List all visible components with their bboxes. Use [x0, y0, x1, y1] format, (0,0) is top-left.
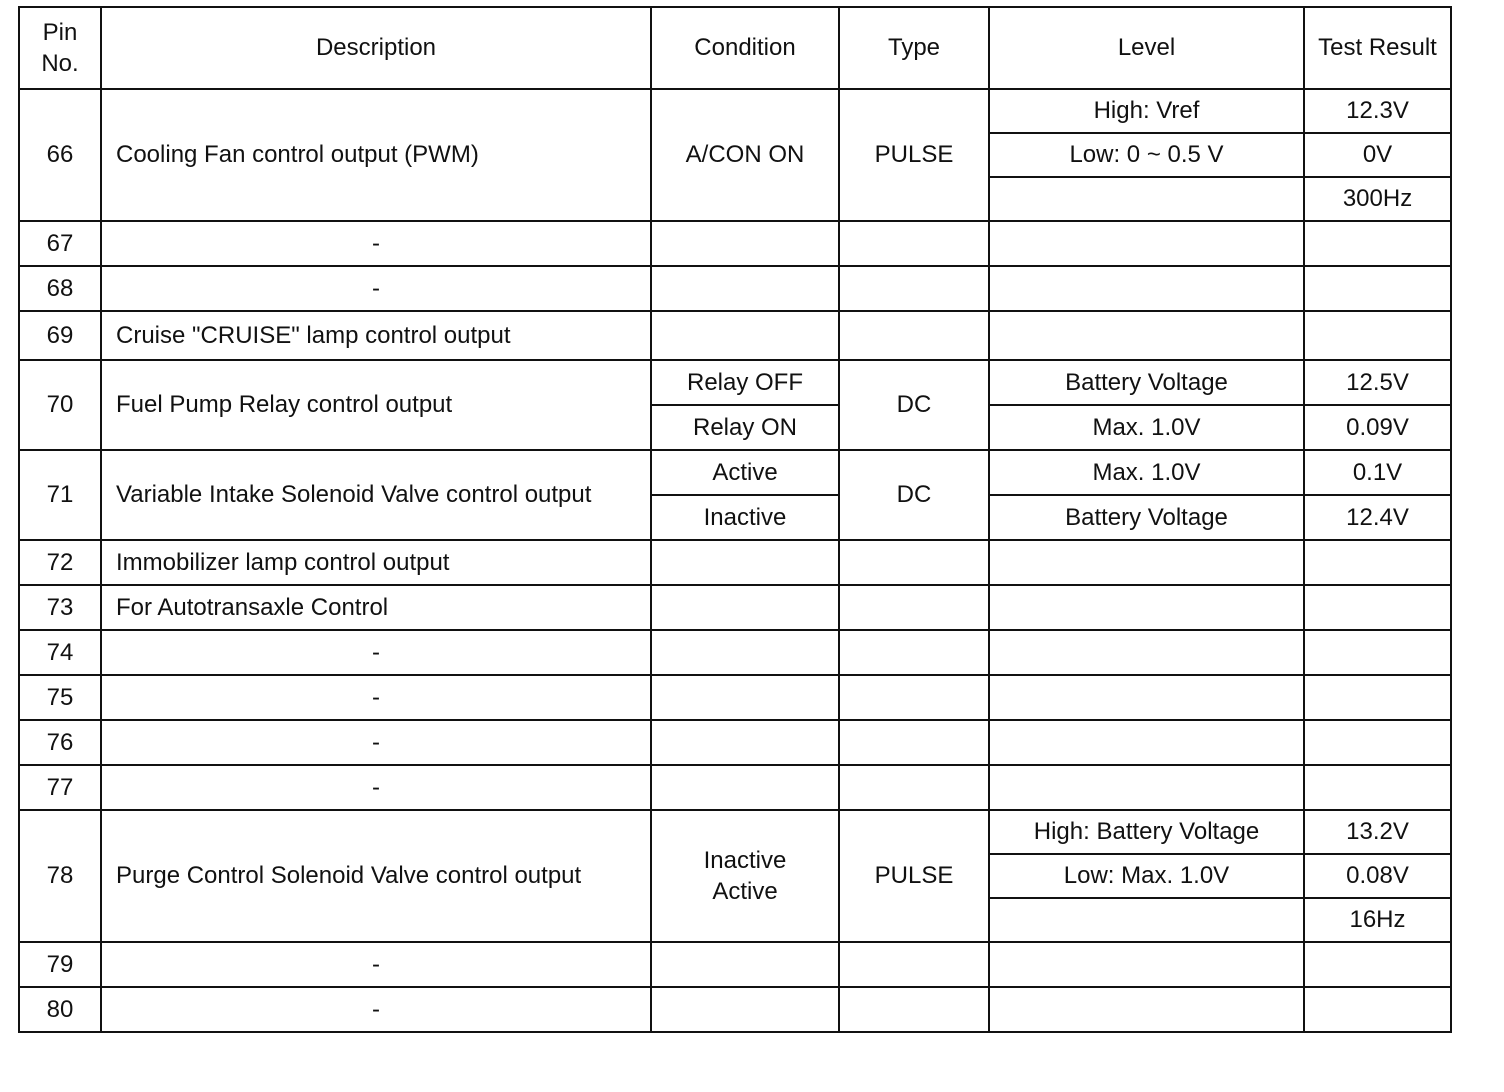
table-row: [19, 765, 1451, 810]
type-cell: [839, 720, 989, 765]
condition-line: Active: [712, 878, 778, 905]
condition-cell: [651, 942, 839, 987]
condition-cell: [651, 585, 839, 630]
condition-cell: [651, 540, 839, 585]
type-cell: [839, 675, 989, 720]
pin-cell: 77: [19, 765, 101, 810]
description-cell: -: [101, 720, 651, 765]
condition-cell: Relay ON: [651, 405, 839, 450]
table-row: [19, 360, 1451, 405]
pin-cell: 73: [19, 585, 101, 630]
result-cell: 0.09V: [1304, 405, 1451, 450]
pin-cell: 67: [19, 221, 101, 266]
result-cell: 0V: [1304, 133, 1451, 177]
result-cell: 12.5V: [1304, 360, 1451, 405]
table-row: [19, 221, 1451, 266]
result-cell: [1304, 765, 1451, 810]
pin-test-table: [18, 6, 1452, 1033]
level-cell: [989, 898, 1304, 942]
result-cell: [1304, 266, 1451, 311]
type-cell: [839, 630, 989, 675]
table-row: [19, 987, 1451, 1032]
type-cell: [839, 311, 989, 360]
description-cell: Variable Intake Solenoid Valve control output: [101, 450, 651, 540]
level-cell: Battery Voltage: [989, 495, 1304, 540]
condition-cell: [651, 720, 839, 765]
level-cell: [989, 177, 1304, 221]
level-cell: [989, 540, 1304, 585]
header-level: Level: [989, 7, 1304, 89]
condition-cell: [651, 810, 839, 942]
header-row: [19, 7, 1451, 89]
level-cell: [989, 630, 1304, 675]
pin-cell: 72: [19, 540, 101, 585]
description-cell: -: [101, 675, 651, 720]
table-row: [19, 266, 1451, 311]
level-cell: Max. 1.0V: [989, 450, 1304, 495]
result-cell: 12.3V: [1304, 89, 1451, 133]
type-cell: PULSE: [839, 89, 989, 221]
description-cell: -: [101, 765, 651, 810]
table-row: [19, 540, 1451, 585]
result-cell: [1304, 942, 1451, 987]
condition-cell: [651, 266, 839, 311]
pin-cell: 71: [19, 450, 101, 540]
level-cell: [989, 266, 1304, 311]
condition-cell: Active: [651, 450, 839, 495]
table-row: [19, 89, 1451, 133]
result-cell: 0.08V: [1304, 854, 1451, 898]
result-cell: [1304, 311, 1451, 360]
table-row: [19, 585, 1451, 630]
pin-cell: 68: [19, 266, 101, 311]
header-type: Type: [839, 7, 989, 89]
condition-cell: [651, 630, 839, 675]
result-cell: [1304, 630, 1451, 675]
type-cell: [839, 266, 989, 311]
description-cell: -: [101, 987, 651, 1032]
pin-table-container: [18, 6, 1450, 1033]
pin-cell: 70: [19, 360, 101, 450]
condition-cell: [651, 987, 839, 1032]
condition-cell: A/CON ON: [651, 89, 839, 221]
pin-cell: 66: [19, 89, 101, 221]
result-cell: 12.4V: [1304, 495, 1451, 540]
description-cell: Cruise "CRUISE" lamp control output: [101, 311, 651, 360]
table-row: [19, 311, 1451, 360]
level-cell: [989, 675, 1304, 720]
condition-cell: [651, 311, 839, 360]
type-cell: [839, 942, 989, 987]
type-cell: [839, 221, 989, 266]
condition-cell: Inactive: [651, 495, 839, 540]
result-cell: 0.1V: [1304, 450, 1451, 495]
result-cell: 300Hz: [1304, 177, 1451, 221]
level-cell: [989, 942, 1304, 987]
table-row: [19, 675, 1451, 720]
result-cell: 16Hz: [1304, 898, 1451, 942]
description-cell: For Autotransaxle Control: [101, 585, 651, 630]
table-row: [19, 810, 1451, 854]
condition-line: Inactive: [703, 846, 787, 874]
level-cell: High: Vref: [989, 89, 1304, 133]
pin-cell: 78: [19, 810, 101, 942]
condition-cell: Relay OFF: [651, 360, 839, 405]
pin-cell: 80: [19, 987, 101, 1032]
description-cell: -: [101, 266, 651, 311]
level-cell: Max. 1.0V: [989, 405, 1304, 450]
description-cell: Immobilizer lamp control output: [101, 540, 651, 585]
description-cell: Fuel Pump Relay control output: [101, 360, 651, 450]
level-cell: Battery Voltage: [989, 360, 1304, 405]
header-condition: Condition: [651, 7, 839, 89]
result-cell: [1304, 221, 1451, 266]
pin-cell: 74: [19, 630, 101, 675]
description-cell: -: [101, 221, 651, 266]
description-cell: -: [101, 942, 651, 987]
result-cell: [1304, 585, 1451, 630]
pin-cell: 75: [19, 675, 101, 720]
description-cell: -: [101, 630, 651, 675]
type-cell: [839, 765, 989, 810]
result-cell: [1304, 720, 1451, 765]
header-description: Description: [101, 7, 651, 89]
table-row: [19, 450, 1451, 495]
result-cell: [1304, 540, 1451, 585]
table-row: [19, 942, 1451, 987]
pin-cell: 76: [19, 720, 101, 765]
description-cell: Cooling Fan control output (PWM): [101, 89, 651, 221]
level-cell: [989, 585, 1304, 630]
header-test-result: Test Result: [1304, 7, 1451, 89]
level-cell: [989, 765, 1304, 810]
condition-cell: [651, 221, 839, 266]
type-cell: DC: [839, 450, 989, 540]
level-cell: [989, 311, 1304, 360]
level-cell: High: Battery Voltage: [989, 810, 1304, 854]
type-cell: PULSE: [839, 810, 989, 942]
header-pin: Pin No.: [19, 7, 101, 89]
pin-cell: 69: [19, 311, 101, 360]
level-cell: Low: 0 ~ 0.5 V: [989, 133, 1304, 177]
result-cell: [1304, 987, 1451, 1032]
result-cell: [1304, 675, 1451, 720]
type-cell: DC: [839, 360, 989, 450]
condition-cell: [651, 765, 839, 810]
condition-cell: [651, 675, 839, 720]
description-cell: Purge Control Solenoid Valve control output: [101, 810, 651, 942]
type-cell: [839, 585, 989, 630]
level-cell: Low: Max. 1.0V: [989, 854, 1304, 898]
level-cell: [989, 221, 1304, 266]
pin-cell: 79: [19, 942, 101, 987]
table-row: [19, 630, 1451, 675]
level-cell: [989, 720, 1304, 765]
level-cell: [989, 987, 1304, 1032]
type-cell: [839, 987, 989, 1032]
result-cell: 13.2V: [1304, 810, 1451, 854]
table-row: [19, 720, 1451, 765]
type-cell: [839, 540, 989, 585]
